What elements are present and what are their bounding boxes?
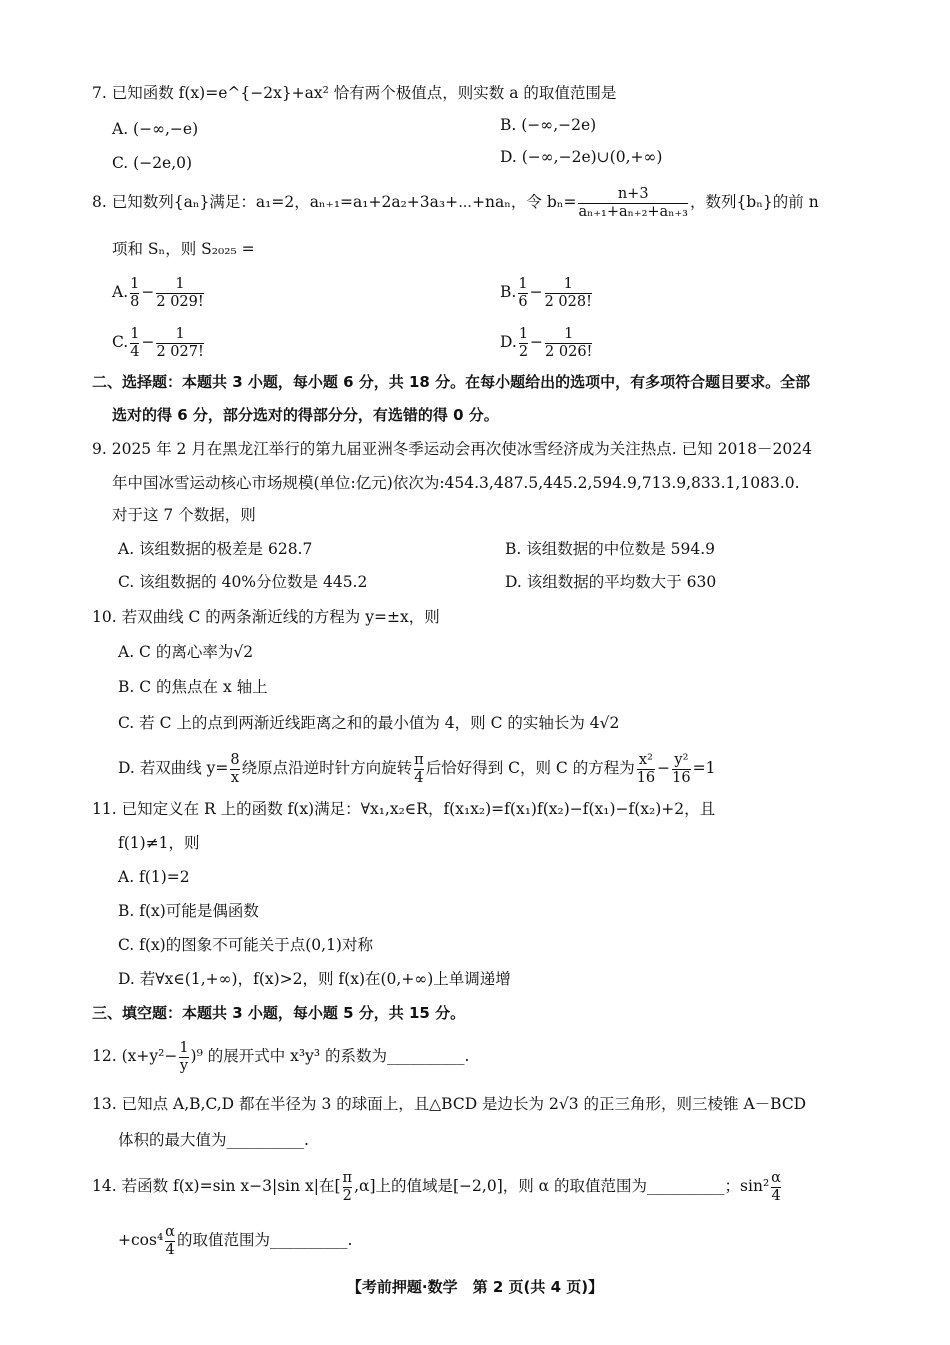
den: 2 028! (544, 293, 592, 310)
num: 1 (563, 275, 573, 292)
q8-stem-pre: 8. 已知数列{aₙ}满足：a₁=2，aₙ₊₁=a₁+2a₂+3a₃+⋯+naₙ，令 bₙ= (92, 193, 577, 211)
q8-a-label: A. (112, 283, 129, 301)
q9-option-c: C. 该组数据的 40%分位数是 445.2 (118, 573, 368, 591)
q8-b-label: B. (500, 283, 517, 301)
q8-c-label: C. (112, 333, 129, 351)
num: 1 (130, 275, 140, 292)
q9-stem-line1: 9. 2025 年 2 月在黑龙江举行的第九届亚洲冬季运动会再次使冰雪经济成为关注热点. 已知 2018－2024 (92, 440, 812, 458)
num: 1 (518, 325, 529, 342)
q12-pre: 12. (x+y²− (92, 1047, 178, 1065)
q10-option-b: B. C 的焦点在 x 轴上 (118, 678, 268, 696)
q9-stem-line2: 年中国冰雪运动核心市场规模(单位:亿元)依次为:454.3,487.5,445.2,594.9,713.9,833.1,1083.0. (112, 474, 800, 492)
q11-option-d: D. 若∀x∈(1,+∞)，f(x)>2，则 f(x)在(0,+∞)上单调递增 (118, 970, 511, 988)
q9-stem-line3: 对于这 7 个数据，则 (112, 506, 256, 524)
q12 (92, 1036, 469, 1076)
q8-option-a (112, 272, 206, 312)
q11-option-c: C. f(x)的图象不可能关于点(0,1)对称 (118, 936, 373, 954)
q7-option-d: D. (−∞,−2e)∪(0,+∞) (500, 148, 663, 166)
q10-option-c: C. 若 C 上的点到两渐近线距离之和的最小值为 4，则 C 的实轴长为 4√2 (118, 714, 620, 732)
q8-stem-post: ，数列{bₙ}的前 n (689, 193, 819, 211)
num: y² (674, 751, 689, 768)
q7-option-a: A. (−∞,−e) (112, 120, 199, 138)
den: 2 027! (156, 343, 204, 360)
q14-line1 (92, 1166, 783, 1206)
q9-option-b: B. 该组数据的中位数是 594.9 (505, 540, 716, 558)
q14-frac1 (343, 1170, 353, 1205)
num: 1 (175, 325, 185, 342)
section2-heading-line2: 选对的得 6 分，部分选对的得部分分，有选错的得 0 分。 (112, 406, 499, 424)
den: 16 (672, 769, 691, 786)
q10-d-frac4 (672, 752, 690, 787)
q8-stem (92, 182, 819, 222)
num: α (165, 1223, 175, 1240)
num: 8 (230, 751, 240, 768)
q8-a-frac2 (156, 276, 203, 311)
den: 4 (771, 1187, 781, 1204)
num: x² (638, 751, 653, 768)
q13-line1: 13. 已知点 A,B,C,D 都在半径为 3 的球面上，且△BCD 是边长为 2√3 的正三角形，则三棱锥 A－BCD (92, 1095, 807, 1113)
q8-frac-num: n+3 (617, 185, 649, 202)
num: 1 (518, 275, 528, 292)
minus-sign: − (141, 333, 155, 351)
q14-mid: ,α]上的值域是[−2,0]，则 α 的取值范围为__________；sin² (354, 1177, 770, 1195)
den: 6 (518, 293, 528, 310)
num: 1 (175, 275, 185, 292)
q7-option-b: B. (−∞,−2e) (500, 116, 597, 134)
num: 1 (564, 325, 574, 342)
q8-b-fraction (578, 186, 687, 221)
q8-option-d (500, 322, 594, 362)
q10-stem: 10. 若双曲线 C 的两条渐近线的方程为 y=±x，则 (92, 608, 440, 626)
num: α (771, 1169, 781, 1186)
page-footer: 【考前押题·数学 第 2 页(共 4 页)】 (346, 1278, 604, 1296)
num: 1 (179, 1039, 189, 1056)
q10-option-a: A. C 的离心率为√2 (118, 643, 254, 661)
q10-d-pre: D. 若双曲线 y= (118, 759, 229, 777)
num: π (414, 751, 424, 768)
q10-d-mid: 绕原点沿逆时针方向旋转 (241, 759, 413, 777)
section2-heading-line1: 二、选择题：本题共 3 小题，每小题 6 分，共 18 分。在每小题给出的选项中，有多项符合题目要求。全部 (92, 373, 811, 391)
q8-c-frac1 (130, 326, 139, 361)
q14-line2-post: 的取值范围为__________. (176, 1231, 353, 1249)
q10-d-frac1 (230, 752, 239, 787)
q8-stem-line2: 项和 Sₙ，则 S₂₀₂₅ = (112, 240, 255, 258)
q10-d-end: =1 (692, 759, 716, 777)
den: 8 (130, 293, 140, 310)
q8-frac-den: aₙ₊₁+aₙ₊₂+aₙ₊₃ (578, 203, 688, 220)
q14-pre: 14. 若函数 f(x)=sin x−3|sin x|在[ (92, 1177, 341, 1195)
q14-line2-pre: +cos⁴ (118, 1231, 164, 1249)
q14-line2 (118, 1220, 352, 1260)
minus-sign: − (141, 283, 155, 301)
num: π (342, 1169, 353, 1186)
den: x (230, 769, 240, 786)
q10-d-frac3 (637, 752, 655, 787)
den: 2 026! (545, 343, 593, 360)
num: 1 (130, 325, 140, 342)
den: 2 (518, 343, 529, 360)
q7-stem: 7. 已知函数 f(x)=e^{−2x}+ax² 恰有两个极值点，则实数 a 的取值范围是 (92, 84, 617, 102)
section3-heading: 三、填空题：本题共 3 小题，每小题 5 分，共 15 分。 (92, 1004, 466, 1022)
q10-d-frac2 (414, 752, 424, 787)
q10-d-mid2: 后恰好得到 C，则 C 的方程为 (425, 759, 635, 777)
den: 2 029! (156, 293, 204, 310)
den: 16 (636, 769, 656, 786)
q8-a-frac1 (130, 276, 139, 311)
q14-frac2 (771, 1170, 781, 1205)
q7-option-c: C. (−2e,0) (112, 154, 193, 172)
den: 4 (165, 1241, 175, 1258)
q8-d-label: D. (500, 333, 517, 351)
q8-option-b (500, 272, 594, 312)
q10-option-d (118, 748, 715, 788)
den: 2 (342, 1187, 352, 1204)
q12-post: )⁹ 的展开式中 x³y³ 的系数为__________. (190, 1047, 470, 1065)
minus-sign: − (530, 333, 544, 351)
q8-c-frac2 (156, 326, 203, 361)
den: y (179, 1057, 189, 1074)
q8-d-frac2 (545, 326, 592, 361)
q8-b-frac1 (518, 276, 527, 311)
den: 4 (130, 343, 140, 360)
q9-option-d: D. 该组数据的平均数大于 630 (505, 573, 717, 591)
den: 4 (414, 769, 424, 786)
q11-stem-line1: 11. 已知定义在 R 上的函数 f(x)满足：∀x₁,x₂∈R，f(x₁x₂)=f(x₁)f(x₂)−f(x₁)−f(x₂)+2，且 (92, 800, 716, 818)
q9-option-a: A. 该组数据的极差是 628.7 (118, 540, 313, 558)
q11-option-b: B. f(x)可能是偶函数 (118, 902, 259, 920)
q8-option-c (112, 322, 206, 362)
minus-sign: − (657, 759, 671, 777)
minus-sign: − (529, 283, 543, 301)
q8-b-frac2 (545, 276, 592, 311)
q11-option-a: A. f(1)=2 (118, 868, 190, 886)
q14-frac3 (165, 1224, 175, 1259)
q12-frac (179, 1040, 188, 1075)
q8-d-frac1 (519, 326, 528, 361)
q13-line2: 体积的最大值为__________. (118, 1131, 309, 1149)
q11-stem-line2: f(1)≠1，则 (118, 834, 200, 852)
